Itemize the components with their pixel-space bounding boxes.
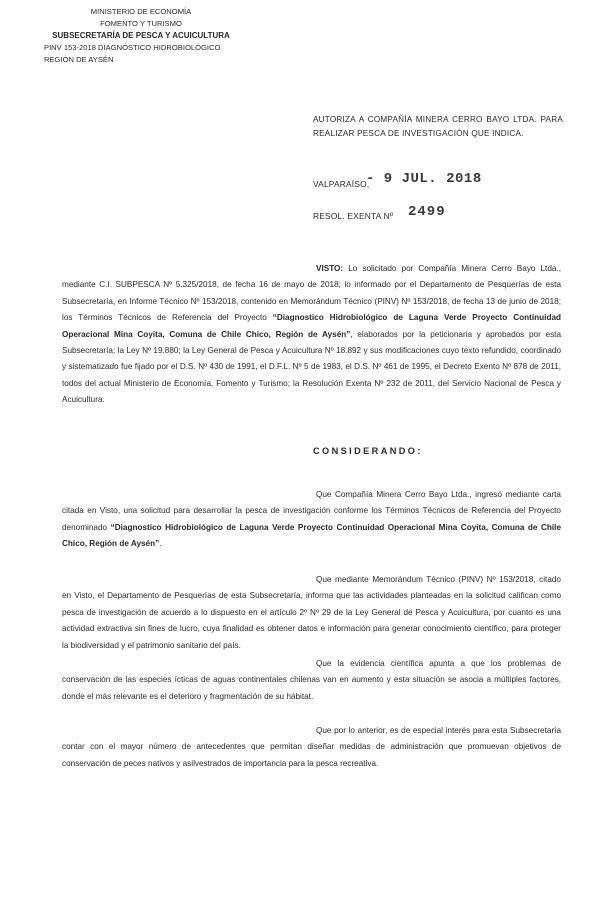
considerando-heading: CONSIDERANDO: bbox=[313, 446, 423, 456]
p1-text-start: Que Compañía Minera Cerro Bayo Ltda., ingresó mediante carta citada en Visto, una solicitud para desarrollar la pesca de investigación conforme los Términos Técnicos de Referencia del Proyecto denominado bbox=[62, 490, 561, 532]
resolution-number-stamp: 2499 bbox=[408, 204, 446, 220]
visto-text-end: , elaborados por la peticionaria y aprobados por esta Subsecretaría; la Ley Nº 19.880; la Ley General de Pesca y Acuicultura Nº 18.892 y sus modificaciones cuyo texto refundido, coordinado y sistematizado fue fijado por el D.S. Nº 430 de 1991, el D.F.L. Nº 5 de 1983, el D.S. Nº 461 de 1995, el Decreto Exento Nº 878 de 2011, todos del actual Ministerio de Economía, Fomento y Turismo; la Resolución Exenta Nº 232 de 2011, del Servicio Nacional de Pesca y Acuicultura. bbox=[62, 329, 561, 405]
ministry-name-2: FOMENTO Y TURISMO bbox=[100, 19, 182, 28]
p1-text-end: . bbox=[159, 539, 162, 549]
visto-label: VISTO: bbox=[316, 264, 344, 273]
visto-project-title: “Diagnostico Hidrobiológico de Laguna Verde Proyecto Continuidad Operacional Mina Coyita, Comuna de Chile Chico, Región de Aysén” bbox=[62, 313, 561, 339]
date-stamp: - 9 JUL. 2018 bbox=[366, 171, 482, 187]
considerando-paragraph-1 bbox=[62, 487, 561, 553]
considerando-paragraph-3: Que la evidencia científica apunta a que los problemas de conservación de las especies ícticas de aguas continentales chilenas van en aumento y esta situación se asocia a múltiples factores, donde el más relevante es el deterioro y fragmentación de su hábitat. bbox=[62, 659, 561, 701]
ministry-name: MINISTERIO DE ECONOMÍA bbox=[90, 7, 192, 16]
file-reference: PINV 153-2018 DIAGNÓSTICO HIDROBIOLÓGICO bbox=[44, 43, 221, 52]
visto-paragraph bbox=[62, 261, 561, 409]
considerando-paragraph-2: Que mediante Memorándum Técnico (PINV) Nº 153/2018, citado en Visto, el Departamento de Pesquerías de esta Subsecretaría, informa que las actividades planteadas en la solicitud califican como pesca de investigación de acuerdo a lo dispuesto en el artículo 2º Nº 29 de la Ley General de Pesca y Acuicultura, por cuanto es una actividad extractiva sin fines de lucro, cuya finalidad es obtener datos e información para generar conocimiento científico, para proteger la biodiversidad y el patrimonio sanitario del país. bbox=[62, 575, 561, 650]
place-label: VALPARAÍSO, bbox=[313, 179, 370, 189]
visto-text-start: Lo solicitado por Compañía Minera Cerro Bayo Ltda., mediante C.I. SUBPESCA Nº 5.325/2018, de fecha 16 de mayo de 2018; lo informado por el Departamento de Pesquerías de esta Subsecretaría, en Informe Técnico Nº 153/2018, contenido en Memorándum Técnico (PINV) Nº 153/2018, de fecha 13 de junio de 2018; los Términos Técnicos de Referencia del Proyecto bbox=[62, 264, 561, 323]
region-reference: REGIÓN DE AYSÉN bbox=[44, 55, 114, 64]
considerando-paragraph-4: Que por lo anterior, es de especial interés para esta Subsecretaría contar con el mayor número de antecedentes que permitan diseñar medidas de administración que promuevan objetivos de conservación de peces nativos y asilvestrados de importancia para la pesca recreativa. bbox=[62, 726, 561, 768]
resolution-subject: AUTORIZA A COMPAÑÍA MINERA CERRO BAYO LTDA. PARA REALIZAR PESCA DE INVESTIGACIÓN QUE INDICA. bbox=[313, 115, 563, 138]
resolution-label: RESOL. EXENTA Nº bbox=[313, 211, 394, 221]
letterhead bbox=[36, 6, 246, 66]
p1-project-title: “Diagnostico Hidrobiológico de Laguna Verde Proyecto Continuidad Operacional Mina Coyita, Comuna de Chile Chico, Región de Aysén” bbox=[62, 522, 562, 549]
undersecretariat-name: SUBSECRETARÍA DE PESCA Y ACUICULTURA bbox=[52, 31, 230, 40]
